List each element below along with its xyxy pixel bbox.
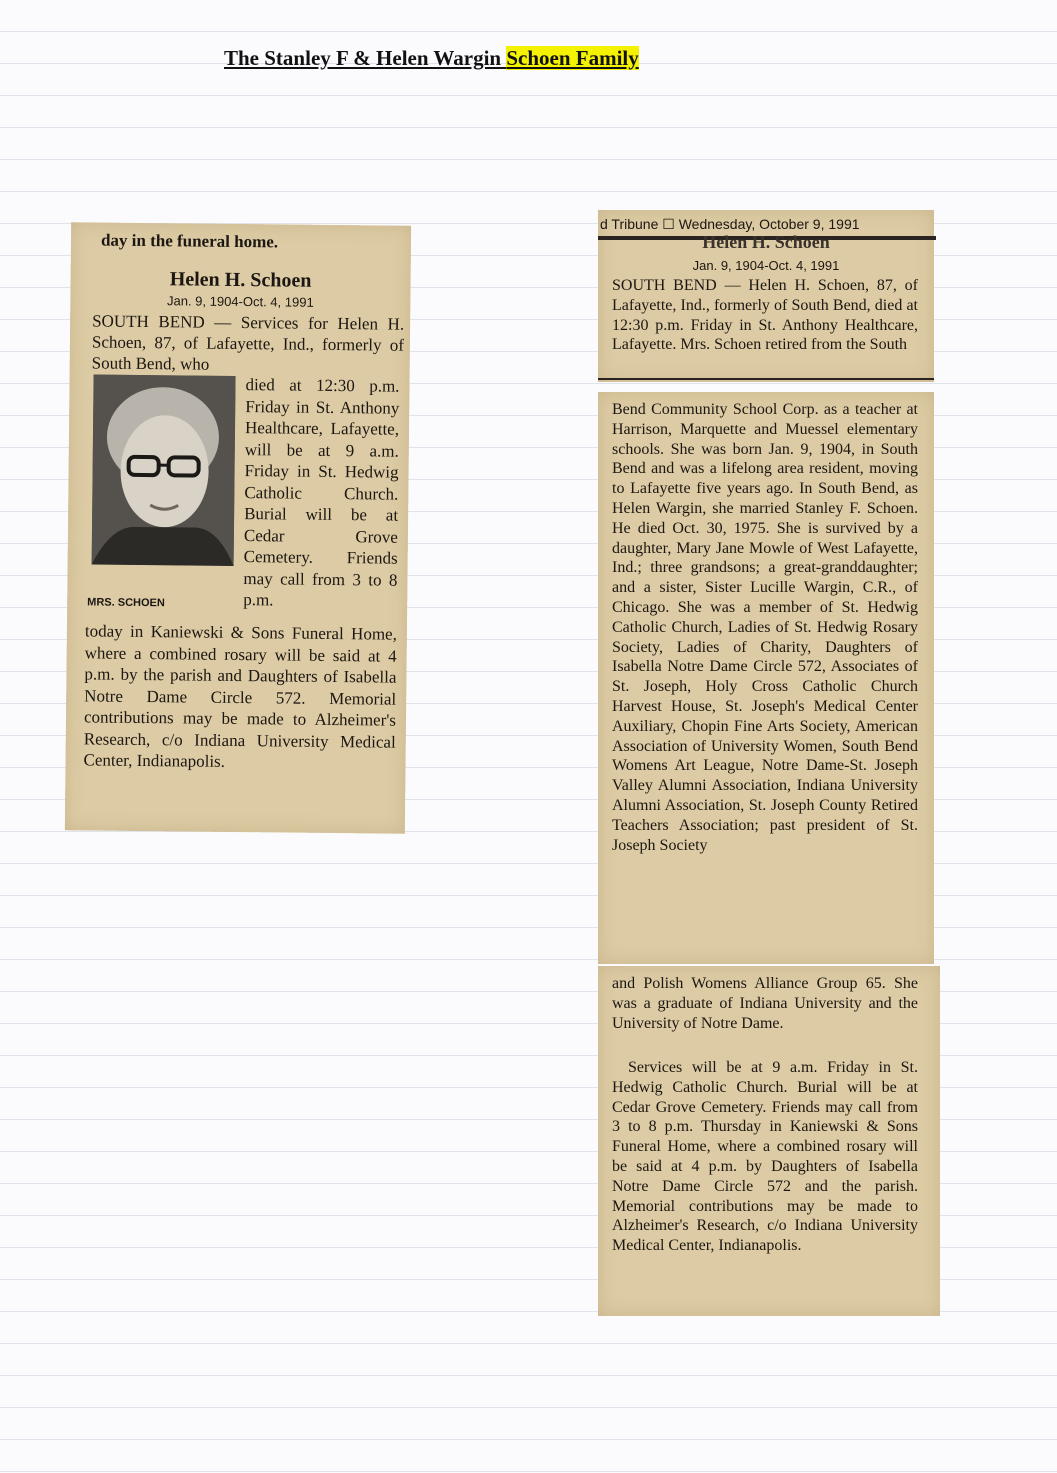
right-obituary-dates: Jan. 9, 1904-Oct. 4, 1991 xyxy=(692,258,840,273)
title-highlight: Schoen Family xyxy=(506,46,639,70)
portrait-photo xyxy=(92,374,236,565)
title-prefix: The Stanley F & Helen Wargin xyxy=(224,46,507,70)
left-obituary-lead: SOUTH BEND — Services for Helen H. Schoen, 87, of Lafayette, Ind., formerly of South Bend, who xyxy=(91,311,405,374)
left-obituary-clipping xyxy=(65,222,411,834)
right-obituary-para-4: Services will be at 9 a.m. Friday in St. Hedwig Catholic Church. Burial will be at Cedar Grove Cemetery. Friends may call from 3 to 8 p.m. Thursday in Kaniewski & Sons Funeral Home, where a combined rosary will be said at 4 p.m. by Daughters of Isabella Notre Dame Circle 572 and the parish. Memorial contributions may be made to Alzheimer's Research, c/o Indiana University Medical Center, Indianapolis. xyxy=(612,1059,918,1255)
right-obituary-para-2: Bend Community School Corp. as a teacher at Harrison, Marquette and Muessel elementary schools. She was born Jan. 9, 1904, in South Bend and was a lifelong area resident, moving to Lafayette five years ago. In South Bend, as Helen Wargin, she married Stanley F. Schoen. He died Oct. 30, 1975. She is survived by a daughter, Mary Jane Mowle of West Lafayette, Ind.; three grandsons; a great-granddaughter; and a sister, Sister Lucille Wargin, C.R., of Chicago. She was a member of St. Hedwig Catholic Church, Ladies of St. Hedwig Rosary Society, Ladies of Charity, Daughters of Isabella Notre Dame Circle 572, Associates of St. Joseph, Holy Cross Catholic Church Harvest House, St. Joseph's Medical Center Auxiliary, Chopin Fine Arts Society, American Association of University Women, South Bend Womens Art League, Notre Dame-St. Joseph Valley Alumni Association, Indiana University Alumni Association, St. Joseph County Retired Teachers Association; past president of St. Joseph Society xyxy=(612,401,918,854)
left-obituary-body: today in Kaniewski & Sons Funeral Home, where a combined rosary will be said at 4 p.m. by the parish and Daughters of Isabella Notre Dame Circle 572. Memorial contributions may be made to Alzheimer's Research, c/o Indiana University Medical Center, Indianapolis. xyxy=(83,621,397,771)
left-obituary-heading: Helen H. Schoen xyxy=(169,268,312,292)
right-clipping-part-1 xyxy=(598,210,934,382)
right-clipping-part-2 xyxy=(598,392,934,964)
right-clipping-part-3 xyxy=(598,966,940,1316)
page-title xyxy=(224,46,639,71)
right-obituary-heading: Helen H. Schoen xyxy=(702,232,830,252)
newspaper-masthead: d Tribune ☐ Wednesday, October 9, 1991 xyxy=(598,216,936,240)
column-rule xyxy=(598,378,934,380)
left-obituary-side-text: died at 12:30 p.m. Friday in St. Anthony Healthcare, Lafayette, will be at 9 a.m. Friday in St. Hedwig Catholic Church. Burial will be at Cedar Grove Cemetery. Friends may call from 3 to 8 p.m. xyxy=(243,375,400,610)
right-obituary-para-3: and Polish Womens Alliance Group 65. She was a graduate of Indiana University and the University of Notre Dame. xyxy=(612,975,918,1032)
photo-caption: MRS. SCHOEN xyxy=(87,596,165,610)
left-obituary-dates: Jan. 9, 1904-Oct. 4, 1991 xyxy=(166,293,314,310)
portrait-illustration xyxy=(92,374,236,565)
right-obituary-para-1: SOUTH BEND — Helen H. Schoen, 87, of Lafayette, Ind., formerly of South Bend, died at 12:30 p.m. Friday in St. Anthony Healthcare, Lafayette. Mrs. Schoen retired from the South xyxy=(612,277,918,354)
left-clipping-top-line: day in the funeral home. xyxy=(100,230,279,252)
